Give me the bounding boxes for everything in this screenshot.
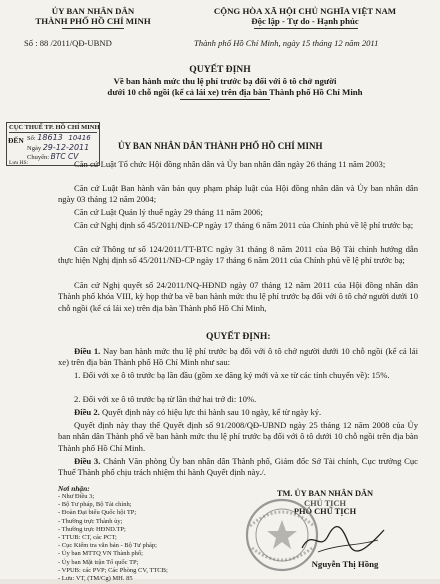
recipient-item: - Bộ Tư pháp, Bộ Tài chính;: [58, 501, 132, 509]
signature-role: PHÓ CHỦ TỊCH: [293, 507, 357, 516]
issuer-line1: ỦY BAN NHÂN DÂN: [51, 6, 135, 16]
nation-motto: Độc lập - Tự do - Hạnh phúc: [251, 16, 359, 26]
recipient-item: - Thường trực HĐND.TP;: [58, 525, 126, 533]
basis-4: Căn cứ Nghị định số 45/2011/NĐ-CP ngày 17 tháng 6 năm 2011 của Chính phủ về lệ phí trước bạ;: [74, 220, 414, 230]
subject-underline: [180, 99, 270, 100]
stamp-file-label: Lưu HS:: [9, 160, 29, 166]
basis-2: Căn cứ Luật Ban hành văn bản quy phạm pháp luật của Hội đồng nhân dân và Ủy ban nhân dân ngày 03 tháng 12 năm 2004;: [58, 183, 418, 205]
authority-heading: ỦY BAN NHÂN DÂN THÀNH PHỐ HỒ CHÍ MINH: [118, 141, 323, 151]
recipient-item: - Cục Kiểm tra văn bản - Bộ Tư pháp;: [58, 542, 157, 550]
recipient-item: - TTUB: CT, các PCT;: [58, 534, 117, 541]
article-1-item-2: 2. Đối với xe ô tô trước bạ từ lần thứ hai trở đi: 10%.: [74, 394, 257, 404]
motto-underline: [254, 28, 358, 29]
article-3: [58, 456, 418, 479]
article-2-label: Điều 2.: [74, 407, 100, 417]
signature-org: TM. ỦY BAN NHÂN DÂN: [276, 489, 374, 498]
stamp-number-extra: 10416: [68, 134, 91, 142]
issuer-underline: [62, 28, 124, 29]
stamp-forward-label: Chuyển:: [27, 154, 50, 161]
stamp-date-value: 29-12-2011: [42, 143, 90, 152]
recipient-item: - Ủy ban MTTQ VN Thành phố;: [58, 550, 143, 558]
article-3-text: Chánh Văn phòng Ủy ban nhân dân Thành phố, Giám đốc Sở Tài chính, Cục trưởng Cục Thuế Thành phố chịu trách nhiệm thi hành Quyết định này./.: [58, 456, 418, 478]
stamp-forward-value: BTC CV: [50, 152, 79, 161]
decision-subject-line1: Về ban hành mức thu lệ phí trước bạ đối với ô tô chở người: [113, 76, 337, 86]
stamp-date-label: Ngày: [27, 145, 42, 152]
basis-6: Căn cứ Nghị quyết số 24/2011/NQ-HĐND ngày 07 tháng 12 năm 2011 của Hội đồng nhân dân Thành phố khóa VIII, kỳ họp thứ ba về ban hành mức thu lệ phí trước bạ đối với ô tô chở người dưới 10 chỗ ngồi (kể cả lái xe) trên địa bàn Thành phố Hồ Chí Minh,: [58, 280, 418, 313]
stamp-office: CỤC THUẾ TP. HỒ CHÍ MINH: [9, 124, 100, 131]
signature-scribble-icon: [298, 522, 388, 558]
article-1-label: Điều 1.: [74, 346, 101, 356]
recipient-item: - Như Điều 3;: [58, 493, 95, 500]
recipient-item: - Đoàn Đại biểu Quốc hội TP;: [58, 509, 137, 517]
basis-1: Căn cứ Luật Tổ chức Hội đồng nhân dân và Ủy ban nhân dân ngày 26 tháng 11 năm 2003;: [74, 159, 386, 169]
basis-5: Căn cứ Thông tư số 124/2011/TT-BTC ngày 31 tháng 8 năm 2011 của Bộ Tài chính hướng dẫn thực hiện Nghị định số 45/2011/NĐ-CP ngày 17 tháng 6 năm 2011 của Chính phủ về lệ phí trước bạ;: [58, 244, 418, 266]
signature-role-struck: CHỦ TỊCH: [304, 499, 346, 508]
article-1-text: Nay ban hành mức thu lệ phí trước bạ đối với ô tô chở người dưới 10 chỗ ngồi (kể cả lái xe) trên địa bàn Thành phố Hồ Chí Minh như sau:: [58, 346, 419, 368]
stamp-received-label: ĐẾN: [8, 136, 24, 145]
article-2: [58, 407, 418, 418]
recipients-heading: Nơi nhận:: [58, 484, 90, 493]
decision-heading: QUYẾT ĐỊNH: [189, 64, 251, 75]
nation-line1: CỘNG HÒA XÃ HỘI CHỦ NGHĨA VIỆT NAM: [213, 6, 397, 16]
document-date: Thành phố Hồ Chí Minh, ngày 15 tháng 12 năm 2011: [194, 38, 379, 48]
stamp-number-label: Số:: [27, 135, 36, 142]
recipient-item: - VPUB: các PVP; Các Phòng CV, TTCB;: [58, 566, 168, 574]
issuer-line2: THÀNH PHỐ HỒ CHÍ MINH: [35, 16, 151, 26]
basis-3: Căn cứ Luật Quản lý thuế ngày 29 tháng 11 năm 2006;: [74, 207, 263, 217]
recipient-item: - Thường trực Thành ủy;: [58, 517, 123, 525]
document-number: Số : 88 /2011/QĐ-UBND: [24, 38, 112, 48]
recipient-item: - Lưu: VT, (TM/Cg) MH. 85: [58, 575, 133, 582]
decide-heading: QUYẾT ĐỊNH:: [206, 331, 271, 342]
signer-name: Nguyễn Thị Hồng: [311, 559, 379, 569]
recipient-item: - Ủy ban Mặt trận Tổ quốc TP;: [58, 558, 139, 566]
stamp-number-value: 18613: [37, 133, 63, 142]
article-1: [58, 346, 418, 369]
article-3-label: Điều 3.: [74, 456, 101, 466]
article-2-text: Quyết định này có hiệu lực thi hành sau 10 ngày, kể từ ngày ký.: [101, 407, 322, 417]
article-2-continued: Quyết định này thay thế Quyết định số 91/2008/QĐ-UBND ngày 25 tháng 12 năm 2008 của Ủy ban nhân dân Thành phố về ban hành mức thu lệ phí trước bạ đối với ô tô dưới 10 chỗ ngồi trên địa bàn Thành phố Hồ Chí Minh.: [58, 420, 418, 453]
article-1-item-1: 1. Đối với xe ô tô trước bạ lần đầu (gồm xe đăng ký mới và xe từ các tỉnh chuyển về): 15%.: [74, 370, 390, 380]
decision-subject-line2: dưới 10 chỗ ngồi (kể cả lái xe) trên địa bàn Thành phố Hồ Chí Minh: [107, 87, 363, 97]
